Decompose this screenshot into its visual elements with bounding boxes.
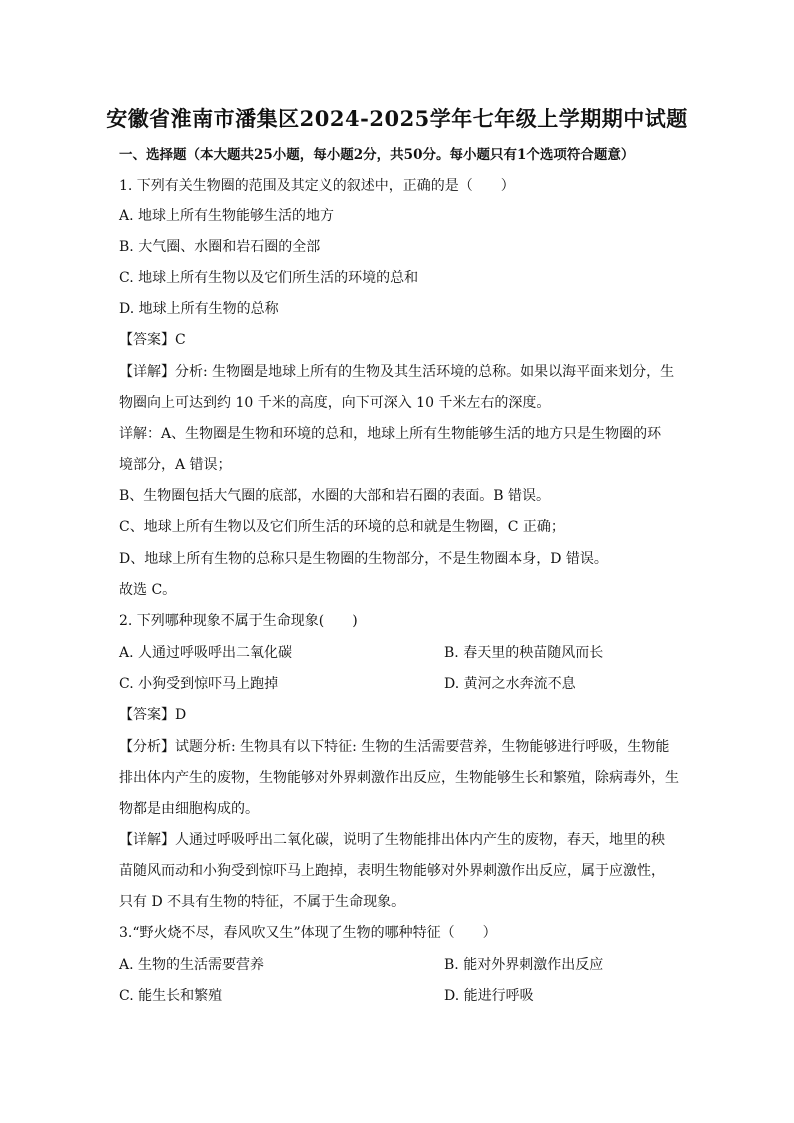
q2-explain-line: 【分析】试题分析: 生物具有以下特征: 生物的生活需要营养，生物能够进行呼吸，生物能 [119, 739, 670, 755]
page-title: 安徽省淮南市潘集区2024-2025学年七年级上学期期中试题 [106, 106, 688, 131]
q2-explain-line: 物都是由细胞构成的。 [119, 801, 259, 817]
q1-option-c: C. 地球上所有生物以及它们所生活的环境的总和 [119, 270, 419, 286]
q3-option-a: A. 生物的生活需要营养 [119, 957, 265, 973]
q1-explain-line: 详解：A、生物圈是生物和环境的总和，地球上所有生物能够生活的地方只是生物圈的环 [119, 426, 662, 442]
q1-explain-line: 故选 C。 [119, 582, 177, 598]
q2-explain-line: 【详解】人通过呼吸呼出二氧化碳，说明了生物能排出体内产生的废物，春天，地里的秧 [119, 832, 665, 848]
q2-option-a: A. 人通过呼吸呼出二氧化碳 [119, 645, 293, 661]
q1-answer: 【答案】C [119, 332, 186, 348]
q2-explain-line: 苗随风而动和小狗受到惊吓马上跑掉，表明生物能够对外界刺激作出反应，属于应激性， [119, 863, 665, 879]
q3-option-c: C. 能生长和繁殖 [119, 988, 223, 1004]
q1-option-b: B. 大气圈、水圈和岩石圈的全部 [119, 239, 321, 255]
q1-option-a: A. 地球上所有生物能够生活的地方 [119, 208, 335, 224]
q1-explain-line: 物圈向上可达到约 10 千米的高度，向下可深入 10 千米左右的深度。 [119, 395, 551, 411]
q2-explain-line: 排出体内产生的废物，生物能够对外界刺激作出反应，生物能够生长和繁殖，除病毒外，生 [119, 770, 679, 786]
q3-option-b: B. 能对外界刺激作出反应 [444, 957, 604, 973]
q3-stem: 3.“野火烧不尽，春风吹又生”体现了生物的哪种特征（ ） [119, 925, 497, 941]
q2-option-b: B. 春天里的秧苗随风而长 [444, 645, 604, 661]
q1-explain-line: 境部分，A 错误； [119, 457, 232, 473]
q1-explain-line: D、地球上所有生物的总称只是生物圈的生物部分，不是生物圈本身，D 错误。 [119, 551, 608, 567]
q2-option-d: D. 黄河之水奔流不息 [444, 676, 576, 692]
section-heading: 一、选择题（本大题共25小题，每小题2分，共50分。每小题只有1个选项符合题意） [119, 147, 635, 163]
q1-stem: 1. 下列有关生物圈的范围及其定义的叙述中，正确的是（ ） [119, 178, 515, 194]
q1-explain-line: B、生物圈包括大气圈的底部，水圈的大部和岩石圈的表面。B 错误。 [119, 488, 551, 504]
q1-option-d: D. 地球上所有生物的总称 [119, 301, 279, 317]
q1-explain-line: 【详解】分析: 生物圈是地球上所有的生物及其生活环境的总称。如果以海平面来划分，生 [119, 364, 675, 380]
q2-option-c: C. 小狗受到惊吓马上跑掉 [119, 676, 279, 692]
q1-explain-line: C、地球上所有生物以及它们所生活的环境的总和就是生物圈，C 正确； [119, 519, 565, 535]
q2-answer: 【答案】D [119, 707, 187, 723]
q3-option-d: D. 能进行呼吸 [444, 988, 534, 1004]
q2-stem: 2. 下列哪种现象不属于生命现象( ) [119, 613, 358, 629]
q2-explain-line: 只有 D 不具有生物的特征，不属于生命现象。 [119, 894, 406, 910]
